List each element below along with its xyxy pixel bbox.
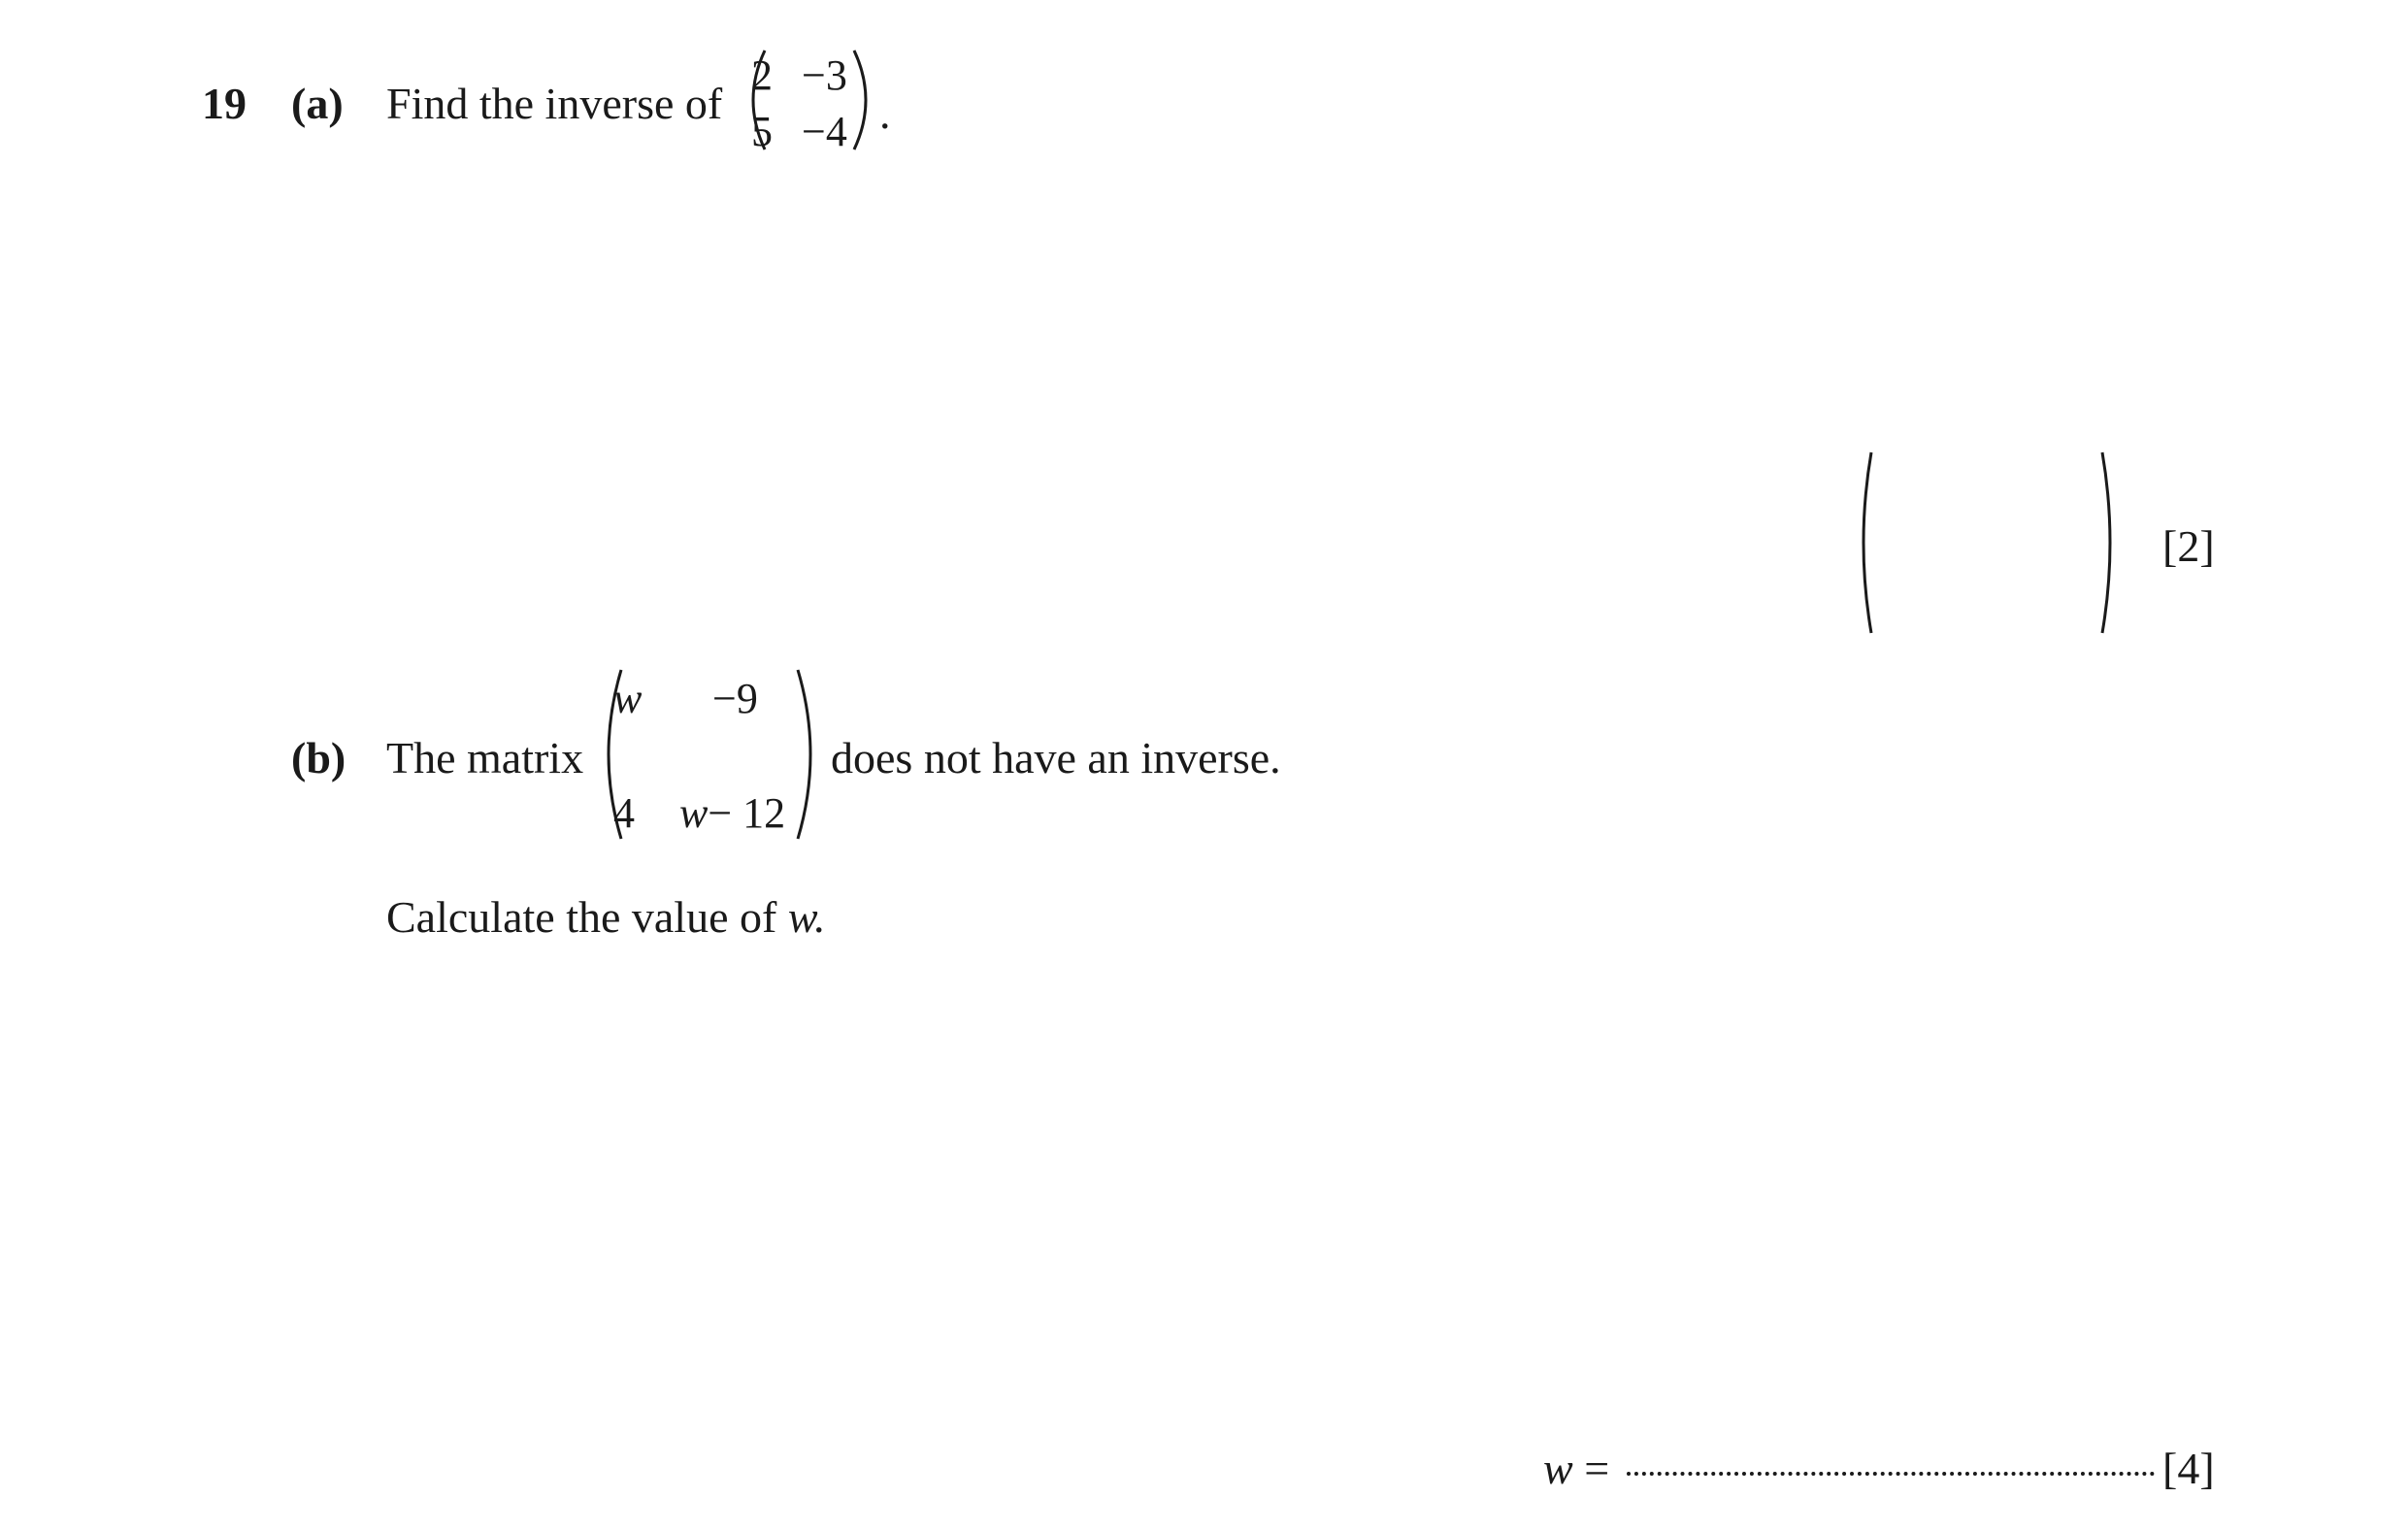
part-b-instruction-text: Calculate the value of [386,892,777,942]
part-b-instruction-var: w. [787,892,826,942]
matrix-a-r2c1: 5 [751,108,773,155]
part-b-prompt-after: does not have an inverse. [831,733,1281,782]
answer-b-line[interactable] [1627,1472,2155,1476]
answer-b-var: w [1543,1444,1573,1493]
matrix-a-r1c1: 2 [751,51,773,99]
part-a-prompt: Find the inverse of [386,79,723,128]
matrix-a-r2c2: −4 [802,108,847,155]
matrix-a-right-paren [850,49,879,151]
answer-b-label [1543,1444,1610,1493]
question-number: 19 [202,79,247,128]
matrix-b-r2c1: 4 [613,789,635,837]
matrix-b-r2c2-rest: − 12 [708,789,786,837]
matrix-b-r1c2: −9 [712,675,758,722]
matrix-a-r1c2: −3 [802,51,847,99]
part-b-marks: [4] [2162,1444,2215,1493]
part-a-marks: [2] [2162,521,2215,571]
answer-a-right-paren [2083,450,2122,635]
matrix-b-r1c1: w [613,675,643,722]
part-b-label: (b) [291,733,346,782]
answer-a-left-paren [1852,450,1891,635]
matrix-b-r2c2 [679,789,786,837]
answer-b-equals: = [1584,1444,1610,1493]
part-a-trailing-period: . [879,88,891,138]
matrix-b-r2c2-var: w [679,789,709,837]
part-a-label: (a) [291,79,344,128]
part-b-prompt-before: The matrix [386,733,584,782]
part-b-instruction [386,892,826,942]
matrix-b-right-paren [792,668,827,841]
